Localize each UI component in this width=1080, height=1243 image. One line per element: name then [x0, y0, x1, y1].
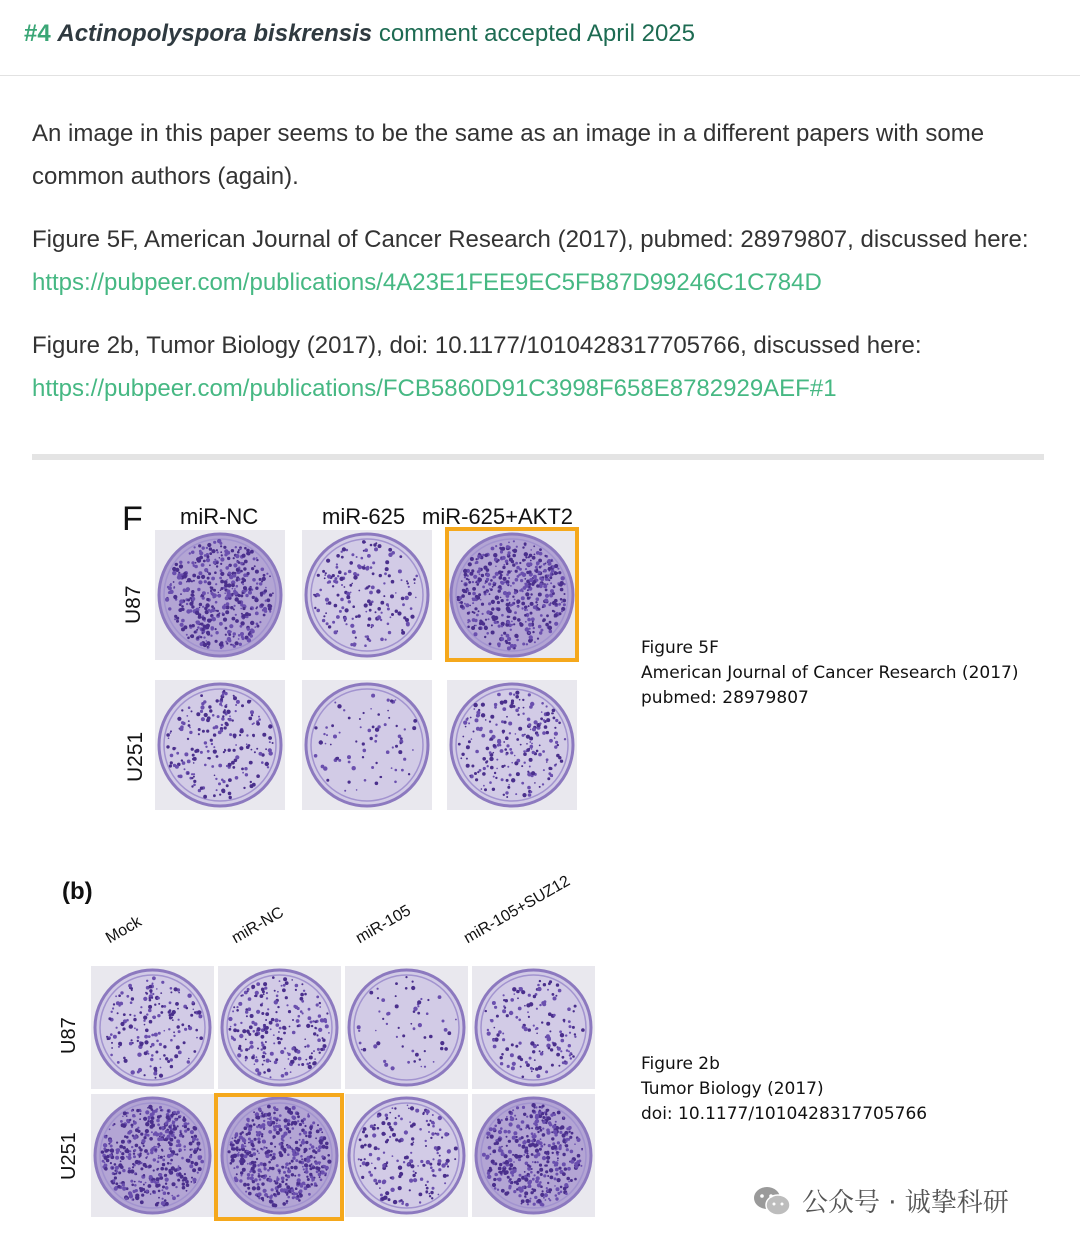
section-divider [32, 454, 1044, 460]
figure2-panel-letter: (b) [62, 878, 93, 905]
figure1-plate-u87-1 [155, 530, 285, 660]
figure2-col-label-3: miR-105 [353, 902, 414, 948]
figure1-plate-u251-1 [155, 680, 285, 810]
figure2-plate-u251-2 [218, 1094, 341, 1217]
figure2-caption-line-2: Tumor Biology (2017) [641, 1079, 824, 1099]
figure2-col-label-4: miR-105+SUZ12 [461, 872, 574, 948]
figure2-plate-u251-3 [345, 1094, 468, 1217]
reference-2 [32, 324, 1047, 410]
figure2-caption [641, 1052, 927, 1127]
figure2-plate-u251-1 [91, 1094, 214, 1217]
species-name: Actinopolyspora biskrensis [57, 20, 373, 47]
figure2-plate-u87-4 [472, 966, 595, 1089]
figure2-plate-u87-1 [91, 966, 214, 1089]
figure1-plate-u87-3 [447, 530, 577, 660]
figure2-plate-u87-3 [345, 966, 468, 1089]
reference-2-text: Figure 2b, Tumor Biology (2017), doi: 10.1177/1010428317705766, discussed here: [32, 332, 922, 359]
figure2-caption-line-1: Figure 2b [641, 1054, 720, 1074]
figure2-row-label-1: U87 [58, 1017, 80, 1054]
figure2-caption-line-3: doi: 10.1177/1010428317705766 [641, 1104, 928, 1124]
wechat-icon [752, 1185, 792, 1217]
figure1-caption-line-3: pubmed: 28979807 [641, 688, 809, 708]
figure1-row-label-2: U251 [124, 731, 147, 782]
reference-1 [32, 218, 1047, 304]
watermark-text: 公众号 · 诚挚科研 [802, 1188, 1009, 1218]
header-title [24, 20, 695, 48]
figure2-plate-u251-4 [472, 1094, 595, 1217]
figure2-plate-u87-2 [218, 966, 341, 1089]
figure1-plate-u251-3 [447, 680, 577, 810]
figure1-plate-u251-2 [302, 680, 432, 810]
intro-paragraph: An image in this paper seems to be the same as an image in a different papers with some common authors (again). [32, 120, 985, 190]
figure1-caption [641, 636, 1018, 711]
comment-number[interactable]: #4 [24, 20, 51, 47]
comment-status: comment accepted April 2025 [378, 20, 695, 47]
figure2-col-label-2: miR-NC [229, 903, 287, 948]
reference-1-text: Figure 5F, American Journal of Cancer Research (2017), pubmed: 28979807, discussed here: [32, 226, 1029, 253]
figure2-row-label-2: U251 [58, 1132, 80, 1180]
figure1-row-label-1: U87 [122, 585, 145, 624]
figure2-col-label-1: Mock [103, 913, 145, 948]
reference-1-link[interactable]: https://pubpeer.com/publications/4A23E1FEE9EC5FB87D99246C1C784D [32, 269, 822, 296]
figure2-image-grid [88, 963, 598, 1223]
figure1-col-label-1: miR-NC [180, 504, 259, 529]
figure1-col-label-3: miR-625+AKT2 [422, 504, 574, 529]
figure1-caption-line-2: American Journal of Cancer Research (2017) [641, 663, 1019, 683]
figure1-image-grid [150, 525, 585, 820]
figure1-panel-letter: F [122, 500, 143, 538]
figure1-plate-u87-2 [302, 530, 432, 660]
reference-2-link[interactable]: https://pubpeer.com/publications/FCB5860D91C3998F658E8782929AEF#1 [32, 375, 837, 402]
comment-header [0, 0, 1080, 76]
comment-body [32, 112, 1047, 430]
figure1-col-label-2: miR-625 [322, 504, 406, 529]
figure1-caption-line-1: Figure 5F [641, 638, 719, 658]
watermark [752, 1182, 1009, 1219]
